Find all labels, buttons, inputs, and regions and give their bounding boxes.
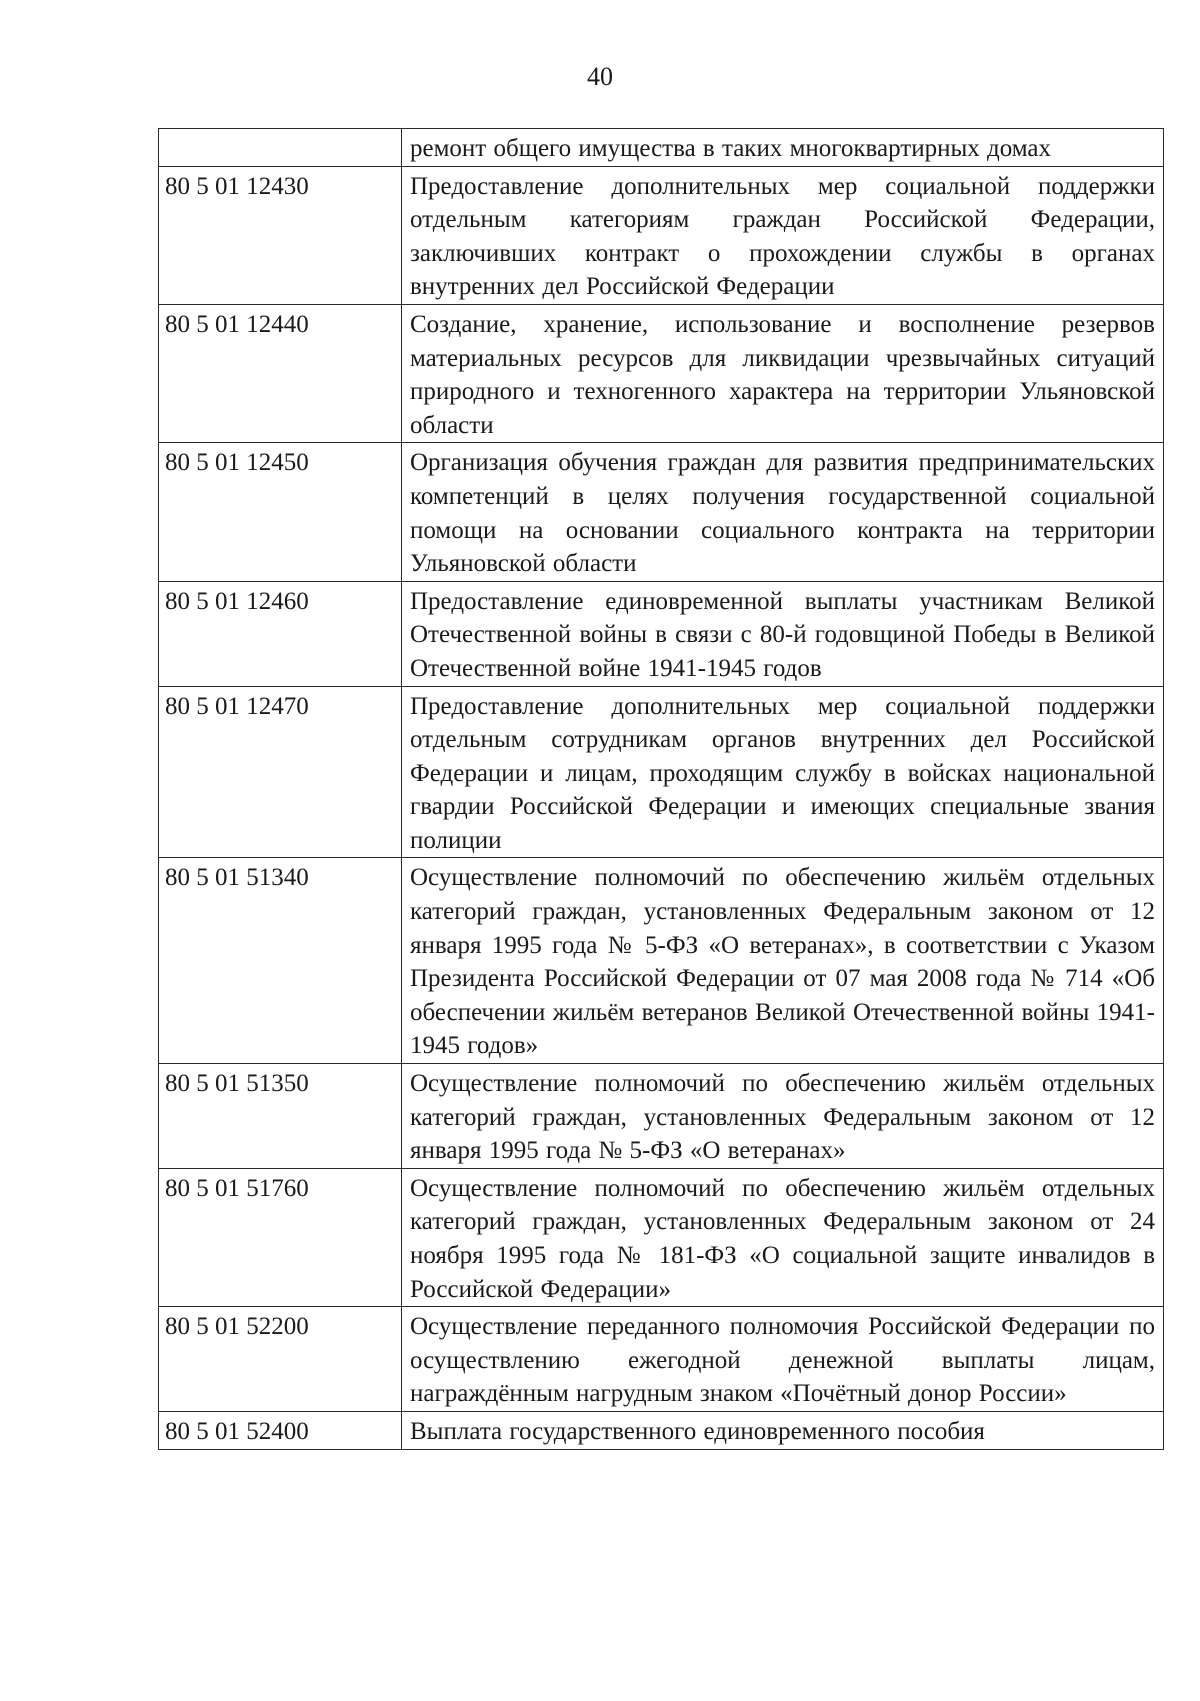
row-description: Организация обучения граждан для развития предпринимательских компетенций в целях получения государственной социальной помощи на основании социального контракта на территории Ульяновской области xyxy=(402,443,1164,581)
row-description: Предоставление дополнительных мер социальной поддержки отдельным сотрудникам органов внутренних дел Российской Федерации и лицам, проходящим службу в войсках национальной гвардии Российской Федерации и имеющих специальные звания полиции xyxy=(402,686,1164,858)
table-row xyxy=(159,686,1164,858)
row-description: Осуществление переданного полномочия Российской Федерации по осуществлению ежегодной денежной выплаты лицам, награждённым нагрудным знаком «Почётный донор России» xyxy=(402,1307,1164,1412)
row-description: Предоставление единовременной выплаты участникам Великой Отечественной войны в связи с 80-й годовщиной Победы в Великой Отечественной войне 1941-1945 годов xyxy=(402,581,1164,686)
table-row xyxy=(159,304,1164,442)
row-code: 80 5 01 12470 xyxy=(159,686,402,858)
row-description: ремонт общего имущества в таких многоквартирных домах xyxy=(402,129,1164,167)
row-code: 80 5 01 12450 xyxy=(159,443,402,581)
row-description: Осуществление полномочий по обеспечению жильём отдельных категорий граждан, установленных Федеральным законом от 24 ноября 1995 года № 181-ФЗ «О социальной защите инвалидов в Российской Федерации» xyxy=(402,1168,1164,1306)
row-code: 80 5 01 12460 xyxy=(159,581,402,686)
table-row xyxy=(159,443,1164,581)
row-description: Предоставление дополнительных мер социальной поддержки отдельным категориям граждан Российской Федерации, заключивших контракт о прохождении службы в органах внутренних дел Российской Федерации xyxy=(402,166,1164,304)
row-code: 80 5 01 51760 xyxy=(159,1168,402,1306)
table-row xyxy=(159,166,1164,304)
row-description: Осуществление полномочий по обеспечению жильём отдельных категорий граждан, установленных Федеральным законом от 12 января 1995 года № 5-ФЗ «О ветеранах», в соответствии с Указом Президента Российской Федерации от 07 мая 2008 года № 714 «Об обеспечении жильём ветеранов Великой Отечественной войны 1941-1945 годов» xyxy=(402,858,1164,1064)
row-description: Создание, хранение, использование и восполнение резервов материальных ресурсов для ликвидации чрезвычайных ситуаций природного и техногенного характера на территории Ульяновской области xyxy=(402,304,1164,442)
table-row xyxy=(159,1064,1164,1169)
row-code: 80 5 01 52400 xyxy=(159,1411,402,1449)
row-code: 80 5 01 51350 xyxy=(159,1064,402,1169)
row-code xyxy=(159,129,402,167)
table-row xyxy=(159,581,1164,686)
row-code: 80 5 01 12430 xyxy=(159,166,402,304)
row-code: 80 5 01 12440 xyxy=(159,304,402,442)
page-number: 40 xyxy=(587,62,613,91)
row-code: 80 5 01 52200 xyxy=(159,1307,402,1412)
budget-classification-table xyxy=(158,128,1164,1450)
row-code: 80 5 01 51340 xyxy=(159,858,402,1064)
table-row xyxy=(159,1307,1164,1412)
row-description: Осуществление полномочий по обеспечению жильём отдельных категорий граждан, установленных Федеральным законом от 12 января 1995 года № 5-ФЗ «О ветеранах» xyxy=(402,1064,1164,1169)
table-row xyxy=(159,1411,1164,1449)
table-row xyxy=(159,1168,1164,1306)
table-row xyxy=(159,129,1164,167)
table-row xyxy=(159,858,1164,1064)
row-description: Выплата государственного единовременного пособия xyxy=(402,1411,1164,1449)
